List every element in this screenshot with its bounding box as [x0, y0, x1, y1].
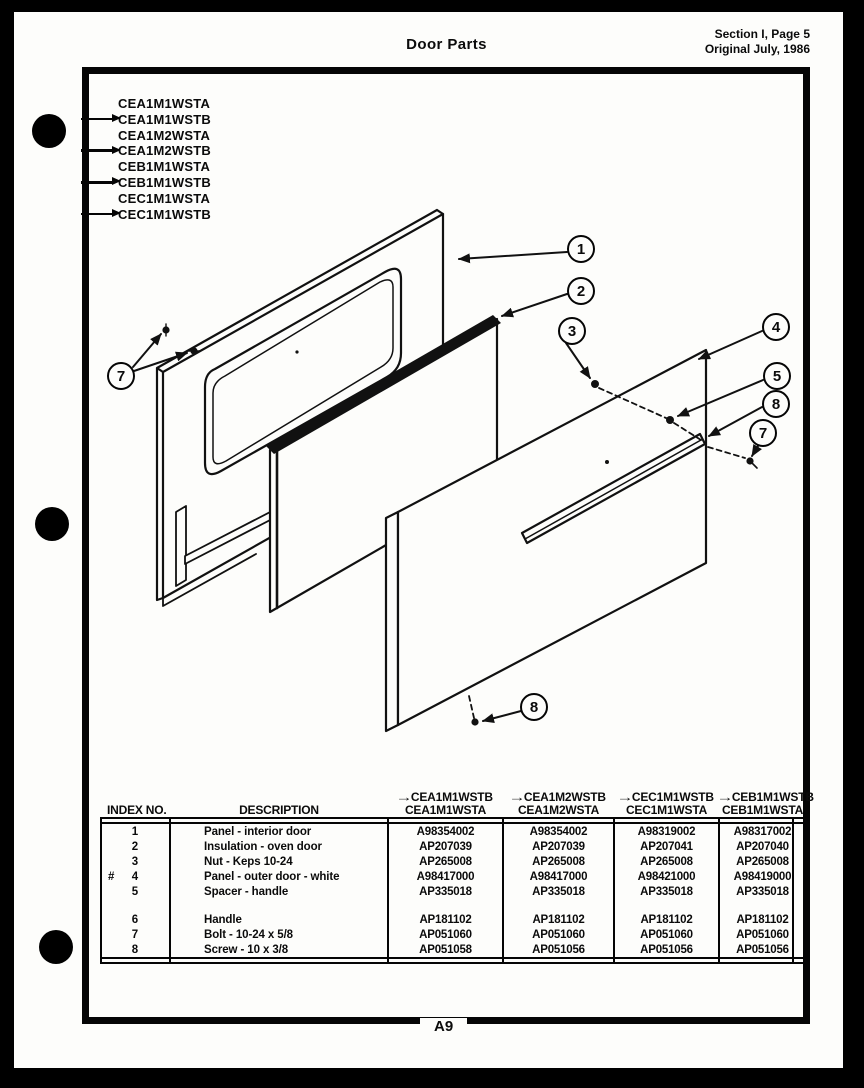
screw-glyphs-left [162, 324, 200, 355]
section-line2: Original July, 1986 [704, 41, 810, 56]
part-number-cell: AP335018 [640, 885, 693, 898]
description-cell: Spacer - handle [204, 885, 289, 898]
model-a-label: CEC1M1WSTA [625, 802, 708, 817]
model-b-label: CEC1M1WSTB [631, 790, 714, 804]
part-number-cell: AP265008 [532, 855, 585, 868]
index-cell [100, 944, 170, 956]
door-exploded-view [89, 204, 803, 784]
callout-8: 8 [762, 390, 790, 418]
model-a-label: CEB1M1WSTA [721, 802, 804, 817]
part-number-cell: AP207039 [419, 840, 472, 853]
part-number-cell: AP207041 [640, 840, 693, 853]
header-model-column [503, 791, 614, 817]
callout-7: 7 [749, 419, 777, 447]
model-number-label: CEC1M1WSTA [118, 190, 211, 206]
part-number-cell: AP265008 [419, 855, 472, 868]
part-number-cell: AP181102 [419, 913, 472, 926]
index-cell [100, 856, 170, 868]
part-number-cell: AP051060 [640, 928, 693, 941]
index-number: 4 [131, 870, 139, 883]
description-cell: Handle [204, 913, 242, 926]
table-spacer-row [100, 899, 806, 912]
table-rule [100, 957, 806, 964]
part-number-cell: A98417000 [529, 870, 588, 883]
callout-2: 2 [567, 277, 595, 305]
column-arrow-icon: → [395, 790, 413, 804]
model-number-label: CEA1M1WSTA [118, 96, 211, 111]
part-number-cell: AP051056 [532, 943, 585, 956]
index-number: 3 [131, 855, 139, 868]
model-a-label: CEA1M1WSTA [404, 802, 487, 817]
description-cell: Bolt - 10-24 x 5/8 [204, 928, 293, 941]
model-number-label: CEA1M2WSTA [118, 127, 211, 143]
part-number-cell: AP051060 [532, 928, 585, 941]
column-arrow-icon: → [616, 790, 634, 804]
table-row [100, 839, 806, 854]
index-cell [100, 886, 170, 898]
index-number: 8 [131, 943, 139, 956]
header-index-no: INDEX NO. [107, 803, 167, 817]
model-number-label: CEA1M1WSTB [118, 111, 212, 127]
part-number-cell: A98419000 [733, 870, 792, 883]
page-number: A9 [420, 1018, 467, 1035]
callout-1: 1 [567, 235, 595, 263]
index-cell [100, 914, 170, 926]
part-number-cell: AP207040 [736, 840, 789, 853]
table-row [100, 927, 806, 942]
part-number-cell: AP181102 [736, 913, 789, 926]
section-info [705, 27, 810, 56]
diagram-frame [82, 67, 814, 1024]
table-divider [100, 817, 102, 964]
hole-punch-icon [35, 507, 69, 541]
index-number: 1 [131, 825, 139, 838]
part-number-cell: A98417000 [416, 870, 475, 883]
table-row [100, 824, 806, 839]
header-model-column [388, 791, 503, 817]
description-cell: Screw - 10 x 3/8 [204, 943, 289, 956]
hole-punch-icon [32, 114, 66, 148]
part-number-cell: A98319002 [637, 825, 696, 838]
index-cell [100, 871, 170, 883]
index-number: 5 [131, 885, 139, 898]
index-number: 7 [131, 928, 139, 941]
model-number-label: CEA1M2WSTB [118, 143, 212, 159]
part-number-cell: AP051058 [419, 943, 472, 956]
model-a-label: CEA1M2WSTA [517, 802, 600, 817]
table-divider [613, 817, 615, 964]
part-number-cell: AP207039 [532, 840, 585, 853]
callout-7: 7 [107, 362, 135, 390]
callout-3: 3 [558, 317, 586, 345]
index-cell [100, 841, 170, 853]
table-divider [718, 817, 720, 964]
table-row [100, 912, 806, 927]
callout-4: 4 [762, 313, 790, 341]
section-line1: Section I, Page 5 [714, 27, 810, 41]
index-cell [100, 929, 170, 941]
model-number-label: CEB1M1WSTA [118, 159, 211, 175]
part-number-cell: AP335018 [736, 885, 789, 898]
part-number-cell: AP181102 [640, 913, 693, 926]
table-row [100, 854, 806, 869]
index-prefix: # [108, 870, 115, 883]
table-row [100, 942, 806, 957]
part-number-cell: AP051060 [736, 928, 789, 941]
column-arrow-icon: → [716, 790, 734, 804]
part-number-cell: AP265008 [736, 855, 789, 868]
header-description: DESCRIPTION [239, 803, 319, 817]
table-divider [502, 817, 504, 964]
model-number-label: CEC1M1WSTB [118, 206, 212, 222]
table-row [100, 884, 806, 899]
part-number-cell: AP181102 [532, 913, 585, 926]
callout-8: 8 [520, 693, 548, 721]
model-b-label: CEA1M2WSTB [523, 790, 606, 804]
model-b-label: CEA1M1WSTB [410, 790, 493, 804]
parts-table-body [100, 824, 806, 957]
part-number-cell: AP051056 [736, 943, 789, 956]
part-number-cell: AP265008 [640, 855, 693, 868]
part-number-cell: AP051060 [419, 928, 472, 941]
part-number-cell: AP335018 [532, 885, 585, 898]
scanned-page [14, 12, 843, 1068]
header-model-column [716, 790, 814, 817]
description-cell: Insulation - oven door [204, 840, 322, 853]
part-number-cell: A98317002 [733, 825, 792, 838]
index-number: 6 [131, 913, 139, 926]
description-cell: Panel - outer door - white [204, 870, 340, 883]
parts-table-header [100, 783, 814, 817]
model-number-label: CEB1M1WSTB [118, 174, 212, 190]
table-row [100, 869, 806, 884]
page-title: Door Parts [406, 36, 487, 53]
part-number-cell: A98421000 [637, 870, 696, 883]
callout-5: 5 [763, 362, 791, 390]
hole-punch-icon [39, 930, 73, 964]
description-cell: Panel - interior door [204, 825, 312, 838]
table-divider [792, 817, 794, 964]
index-number: 2 [131, 840, 139, 853]
part-number-cell: A98354002 [529, 825, 588, 838]
column-arrow-icon: → [508, 790, 526, 804]
table-divider [169, 817, 171, 964]
part-number-cell: AP335018 [419, 885, 472, 898]
part-number-cell: AP051056 [640, 943, 693, 956]
parts-table [100, 783, 814, 964]
index-cell [100, 826, 170, 838]
table-divider [387, 817, 389, 964]
part-number-cell: A98354002 [416, 825, 475, 838]
model-b-label: CEB1M1WSTB [731, 790, 814, 804]
description-cell: Nut - Keps 10-24 [204, 855, 293, 868]
table-rule [100, 817, 806, 824]
header-model-column [614, 791, 719, 817]
